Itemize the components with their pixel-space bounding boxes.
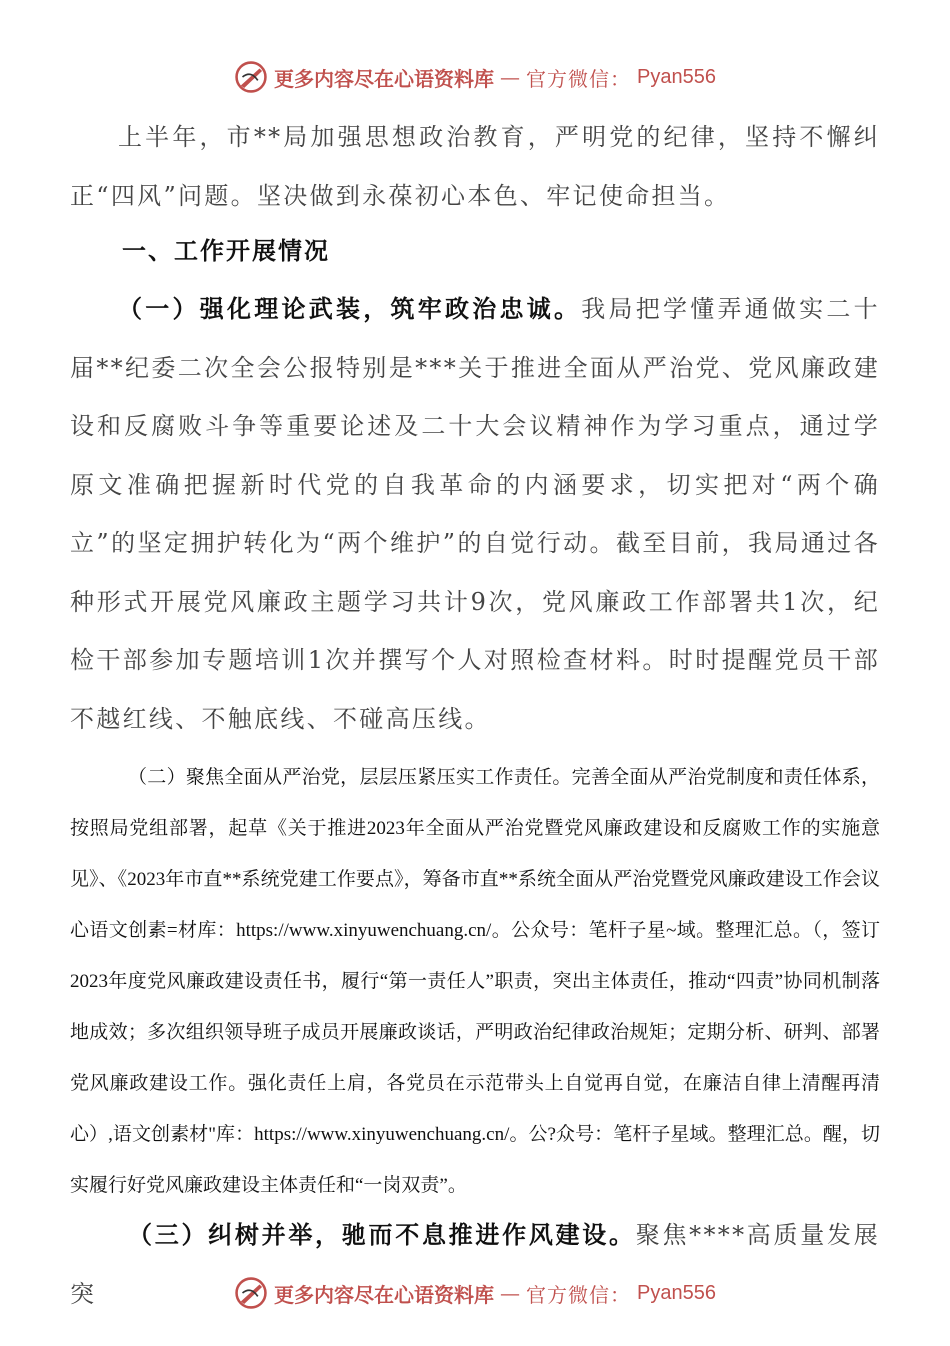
watermark-top [0,60,950,94]
section-heading: 一、工作开展情况 [122,236,330,265]
watermark-prefix: 更多内容尽在心语资料库 [274,1282,495,1307]
paragraph-style-body: 聚焦****高质量发展突 [70,1221,880,1308]
paragraph-responsibility: （二）聚焦全面从严治党，层层压紧压实工作责任。完善全面从严治党制度和责任体系，按照局党组部署，起草《关于推进2023年全面从严治党暨党风廉政建设和反腐败工作的实施意见》、《2023年市直**系统党建工作要点》，筹备市直**系统全面从严治党暨党风廉政建设工作会议心语文创素=材库：https://www.xinyuwenchuang.cn/。公众号：笔杆子星~域。整理汇总。（，签订2023年度党风廉政建设责任书，履行“第一责任人”职责，突出主体责任，推动“四责”协同机制落地成效；多次组织领导班子成员开展廉政谈话，严明政治纪律政治规矩；定期分析、研判、部署党风廉政建设工作。强化责任上肩，各党员在示范带头上自觉再自觉，在廉洁自律上清醒再清心）,语文创素材"库：https://www.xinyuwenchuang.cn/。公?众号：笔杆子星域。整理汇总。醒，切实履行好党风廉政建设主体责任和“一岗双责”。 [70,767,880,1196]
watermark-bottom [0,1276,950,1310]
watermark-prefix: 更多内容尽在心语资料库 [274,66,495,91]
watermark-dash: — [500,65,521,89]
paragraph-theory [70,280,880,748]
paragraph-theory-lead: （一）强化理论武装，筑牢政治忠诚。 [118,294,582,323]
watermark-tag: 官方微信： [526,1282,632,1307]
paragraph-theory-body: 我局把学懂弄通做实二十届**纪委二次全会公报特别是***关于推进全面从严治党、党风廉政建设和反腐败斗争等重要论述及二十大会议精神作为学习重点，通过学原文准确把握新时代党的自我革命的内涵要求，切实把对“两个确立”的坚定拥护转化为“两个维护”的自觉行动。截至目前，我局通过各种形式开展党风廉政主题学习共计9次，党风廉政工作部署共1次，纪检干部参加专题培训1次并撰写个人对照检查材料。时时提醒党员干部不越红线、不触底线、不碰高压线。 [70,295,880,733]
watermark-id: Pyan556 [637,65,716,88]
watermark-dash: — [500,1281,521,1305]
paragraph-intro: 上半年，市**局加强思想政治教育，严明党的纪律，坚持不懈纠正“四风”问题。坚决做到永葆初心本色、牢记使命担当。 [70,123,880,210]
paragraph-style-lead: （三）纠树并举，驰而不息推进作风建设。 [128,1220,636,1249]
watermark-tag: 官方微信： [526,66,632,91]
logo-icon [234,60,268,94]
watermark-id: Pyan556 [637,1281,716,1304]
logo-icon [234,1276,268,1310]
